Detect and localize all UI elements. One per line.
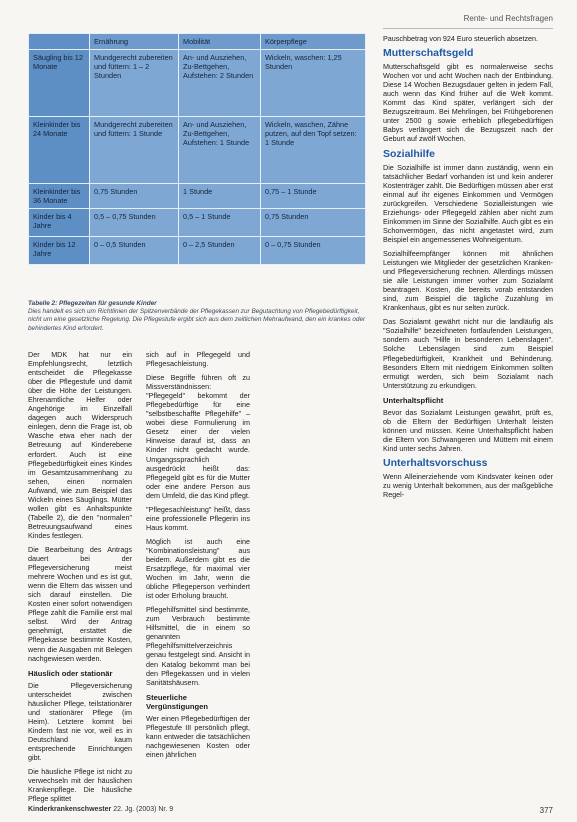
table-caption bbox=[28, 300, 368, 333]
table-row bbox=[29, 184, 366, 209]
text-column-right bbox=[383, 34, 553, 504]
journal-footer bbox=[28, 806, 173, 813]
row-header: Kinder bis 4 Jahre bbox=[29, 209, 90, 237]
table-cell: 0 – 2,5 Stunden bbox=[179, 237, 261, 265]
paragraph: Pflegehilfsmittel sind bestimmte, zum Verbrauch bestimmte Hilfsmittel, die in einem so genannten Pflegehilfsmittelverzeichnis genau festgelegt sind. Ansicht in den Katalog bekommt man bei den Pflegekassen und in vielen Sanitätshäusern. bbox=[146, 605, 250, 687]
table-cell: Mundgerecht zubereiten und füttern: 1 – 2 Stunden bbox=[90, 50, 179, 117]
paragraph: Die Pflegeversicherung unterscheidet zwischen häuslicher Pflege, teilstationärer und stationärer Pflege (im Heim). Letztere kommt bei Kindern fast nie vor, weil es in Deutschland kaum entsprechende Einrichtungen gibt. bbox=[28, 680, 132, 763]
table-header-row bbox=[29, 34, 366, 50]
table-cell: 0,75 Stunden bbox=[90, 184, 179, 209]
paragraph: Die Bearbeitung des Antrags dauert bei der Pflegeversicherung meist mehrere Wochen und es ist gut, wenn die Eltern das wissen und sich darauf einstellen. Die Kosten einer sofort notwendigen Pflege zahlt die Familie erst mal selbst. Wird der Antrag genehmigt, erstattet die Pflegekasse bestimmte Kosten, wenn die Ausgaben mit Belegen nachgewiesen werden. bbox=[28, 544, 132, 663]
running-header: Rente- und Rechtsfragen bbox=[463, 14, 553, 23]
table-row bbox=[29, 117, 366, 184]
table-cell: An- und Ausziehen, Zu-Bettgehen, Aufstehen: 1 Stunde bbox=[179, 117, 261, 184]
paragraph: Pauschbetrag von 924 Euro steuerlich absetzen. bbox=[383, 34, 539, 43]
caption-text: Dies handelt es sich um Richtlinien der Spitzenverbände der Pflegekassen zur Begutachtung von Pflegebedürftigkeit, nicht um eine gesetzliche Regelung. Die Pflegestufe ergibt sich aus dem zeitlichen Mehraufwand, den ein krankes oder behindertes Kind erfordert. bbox=[28, 308, 366, 332]
paragraph: sich auf in Pflegegeld und Pflegesachleistung. bbox=[146, 350, 250, 369]
row-header: Säugling bis 12 Monate bbox=[29, 50, 90, 117]
subheading: Häuslich oder stationär bbox=[28, 668, 113, 678]
paragraph: Das Sozialamt gewährt nicht nur die landläufig als "Sozialhilfe" bezeichneten fortlaufenden Leistungen, sondern auch "Hilfe in besonderen Lebenslagen". Solche Lebenslagen sind zum Beispiel Pflegebedürftigkeit, Krankheit und Behinderung. Besonders Eltern mit niedrigem Einkommen sollten ermutigt werden, sich beim Sozialamt nach Unterstützung zu erkundigen. bbox=[383, 317, 553, 390]
paragraph: Möglich ist auch eine "Kombinationsleistung" aus beidem. Außerdem gibt es die Ersatzpflege, für maximal vier Wochen im Jahr, wenn die übliche Pflegeperson verhindert ist oder Erholung braucht. bbox=[146, 536, 250, 601]
table-cell: An- und Ausziehen, Zu-Bettgehen, Aufstehen: 2 Stunden bbox=[179, 50, 261, 117]
row-header: Kinder bis 12 Jahre bbox=[29, 237, 90, 265]
page-number: 377 bbox=[539, 806, 553, 815]
paragraph: Diese Begriffe führen oft zu Missverständnissen: "Pflegegeld" bekommt der Pflegebedürftige für eine "selbstbeschaffte Pflegehilfe" – wobei diese Formulierung im Gesetz einer der vielen Hinweise darauf ist, dass an Kinder nicht gedacht wurde. Umgangssprachlich ausgedrückt heißt das: Pflegegeld gibt es für die Mutter oder eine andere Person aus dem Umfeld, die das Kind pflegt. bbox=[146, 373, 250, 500]
paragraph: Wenn Alleinerziehende vom Kindsvater keinen oder zu wenig Unterhalt bekommen, aus der maßgebliche Regel- bbox=[383, 472, 553, 500]
table-row bbox=[29, 50, 366, 117]
table-cell: Wickeln, waschen, Zähne putzen, auf den Topf setzen: 1 Stunde bbox=[261, 117, 366, 184]
paragraph: Bevor das Sozialamt Leistungen gewährt, prüft es, ob die Eltern der Bedürftigen Unterhalt leisten können und müssen. Keine Unterhaltspflicht haben die Eltern von Schwangeren und Müttern mit einem Kind unter sechs Jahren. bbox=[383, 407, 553, 453]
table-cell: 0,75 Stunden bbox=[261, 209, 366, 237]
row-header: Kleinkinder bis 36 Monate bbox=[29, 184, 90, 209]
section-heading: Mutterschaftsgeld bbox=[383, 47, 474, 60]
column-header: Mobilität bbox=[179, 34, 261, 50]
table-cell: 0,5 – 1 Stunde bbox=[179, 209, 261, 237]
subheading: Unterhaltspflicht bbox=[383, 395, 444, 405]
table-corner-cell bbox=[29, 34, 90, 50]
section-heading: Unterhaltsvorschuss bbox=[383, 456, 488, 469]
row-header: Kleinkinder bis 24 Monate bbox=[29, 117, 90, 184]
table-row bbox=[29, 237, 366, 265]
text-column-middle bbox=[146, 350, 250, 764]
table-cell: 0,5 – 0,75 Stunden bbox=[90, 209, 179, 237]
table-cell: 0 – 0,5 Stunden bbox=[90, 237, 179, 265]
paragraph: Die häusliche Pflege ist nicht zu verwechseln mit der häuslichen Krankenpflege. Die häusliche Pflege splittet bbox=[28, 767, 132, 804]
paragraph: Wer einen Pflegebedürftigen der Pflegestufe III persönlich pflegt, kann entweder die tatsächlichen nachgewiesenen Kosten oder einen jährlichen bbox=[146, 713, 250, 759]
paragraph: Mutterschaftsgeld gibt es normalerweise sechs Wochen vor und acht Wochen nach der Entbindung. Diese 14 Wochen Bezugsdauer gelten in jedem Fall, auch wenn das Kind früher auf die Welt kommt. Kommt das Kind später, verlängert sich der Bezugszeitraum. Bei Mehrlingen, bei Frühgeborenen unter 2500 g sowie erheblich pflegebedürftigen Babys verlängert sich die Bezugszeit nach der Geburt auf zwölf Wochen. bbox=[383, 62, 553, 144]
journal-name: Kinderkrankenschwester bbox=[28, 806, 112, 813]
journal-issue: 22. Jg. (2003) Nr. 9 bbox=[113, 806, 174, 813]
care-times-table bbox=[28, 33, 366, 265]
subheading: Steuerliche Vergünstigungen bbox=[146, 692, 209, 711]
table-cell: Mundgerecht zubereiten und füttern: 1 Stunde bbox=[90, 117, 179, 184]
text-column-left bbox=[28, 350, 132, 808]
column-header: Körperpflege bbox=[261, 34, 366, 50]
caption-title: Tabelle 2: Pflegezeiten für gesunde Kinder bbox=[28, 300, 157, 307]
paragraph: "Pflegesachleistung" heißt, dass eine professionelle Pflegerin ins Haus kommt. bbox=[146, 504, 250, 532]
paragraph: Die Sozialhilfe ist immer dann zuständig, wenn ein tatsächlicher Bedarf vorhanden ist und kein anderer Kostenträger zahlt. Die Bedürftigen müssen aber erst einmal auf ihr eigenes Einkommen und Vermögen zurückgreifen. Verschiedene Sozialleistungen wie Erziehungs- oder Pflegegeld zählen aber nicht zum Einkommen im Sinne der Sozialhilfe. Auch gibt es ein Schonvermögen, das nicht angetastet wird, zum Beispiel ein angemessenes Wohneigentum. bbox=[383, 162, 553, 244]
header-rule bbox=[383, 28, 553, 29]
column-header: Ernährung bbox=[90, 34, 179, 50]
paragraph: Der MDK hat nur ein Empfehlungsrecht, letztlich entscheidet die Pflegekasse über die Pflegestufe und damit über die Höhe der Leistungen. Ehrenamtliche Helfer oder Angehörige im Einzelfall dagegen auch Widerspruch einlegen, denn die Frage ist, ob Wasche etwa eher nach der Betreuung auf Kinderebene erfordert. Auch ist eine Pflegebedürftigkeit eines Kindes im Gesamtzusammenhang zu sehen, einen normalen Aufwand, wie zum Beispiel das Wickeln eines Säuglings. Mütter wollen gibt es Anhaltspunkte (Tabelle 2), die den "normalen" Betreuungsaufwand eines Kindes festlegen. bbox=[28, 350, 132, 540]
section-heading: Sozialhilfe bbox=[383, 147, 435, 160]
table-row bbox=[29, 209, 366, 237]
table-cell: 0,75 – 1 Stunde bbox=[261, 184, 366, 209]
paragraph: Sozialhilfeempfänger können mit ähnlichen Leistungen wie Mitglieder der gesetzlichen Kranken- und Pflegeversicherung rechnen. Allerdings müssen sie alle Leistungen immer vorher zum Sozialamt beantragen. Kosten, die bereits vorab entstanden sind, zum Beispiel die tägliche Zuzahlung im Krankenhaus, gibt es nur selten zurück. bbox=[383, 248, 553, 313]
table-cell: Wickeln, waschen: 1,25 Stunden bbox=[261, 50, 366, 117]
table-cell: 0 – 0,75 Stunden bbox=[261, 237, 366, 265]
table-cell: 1 Stunde bbox=[179, 184, 261, 209]
